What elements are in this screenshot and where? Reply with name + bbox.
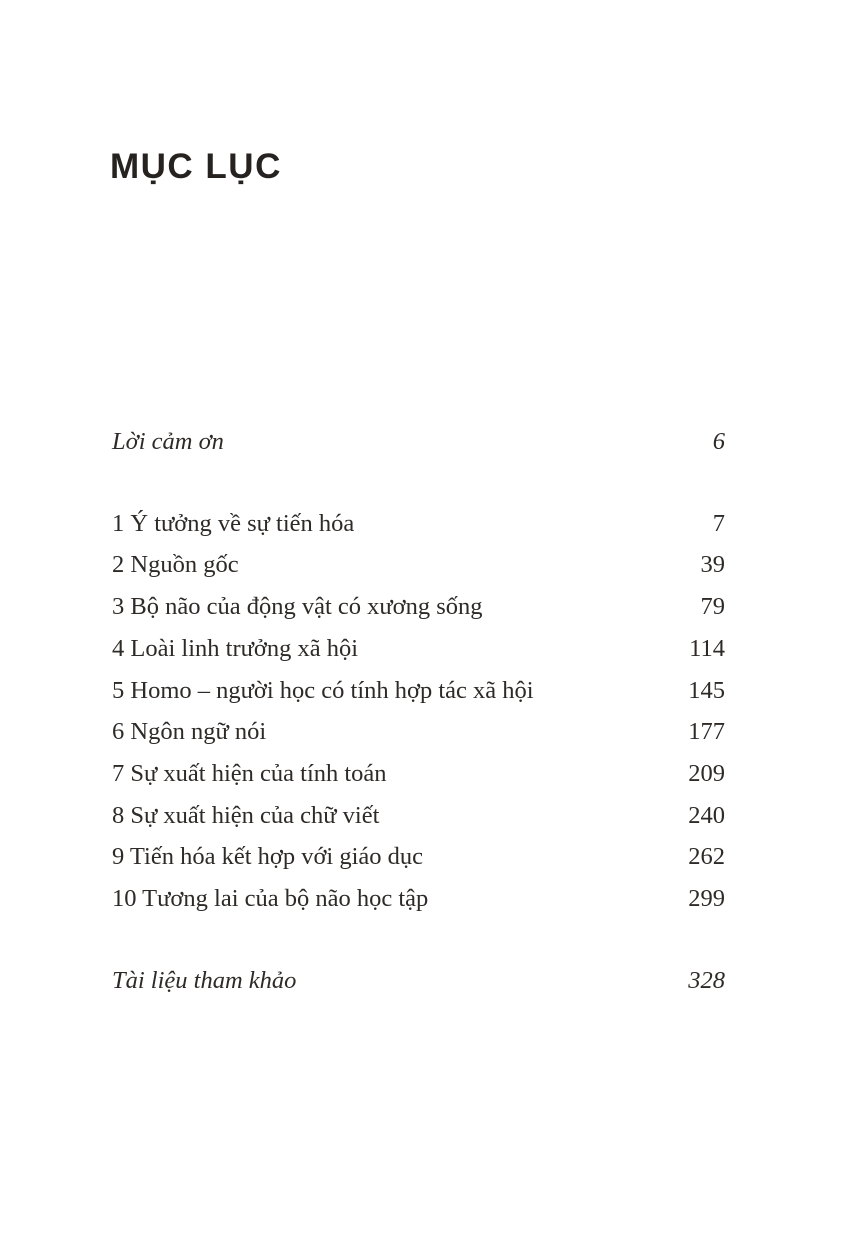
toc-entry [112, 628, 725, 670]
toc-section-front-matter [112, 421, 725, 463]
toc-entry [112, 795, 725, 837]
toc-entry [112, 544, 725, 586]
toc-entry-label: 7 Sự xuất hiện của tính toán [112, 759, 387, 787]
toc-entry-label: 5 Homo – người học có tính hợp tác xã hội [112, 676, 534, 704]
toc-entry-label: 9 Tiến hóa kết hợp với giáo dục [112, 843, 424, 871]
toc-entry-page: 328 [688, 966, 725, 994]
toc-entry-page: 79 [700, 593, 725, 621]
toc-entry-label: 8 Sự xuất hiện của chữ viết [112, 801, 380, 829]
toc-entry-label: Lời cảm ơn [112, 428, 224, 455]
toc-entry-page: 240 [688, 801, 725, 829]
toc-entry-page: 114 [689, 634, 725, 662]
toc-entry-page: 39 [700, 551, 725, 579]
toc-section-chapters [112, 503, 725, 920]
toc-list [112, 421, 725, 1001]
toc-entry-label: 4 Loài linh trưởng xã hội [112, 634, 359, 662]
toc-entry-page: 299 [688, 885, 725, 913]
toc-entry-label: 2 Nguồn gốc [112, 551, 239, 579]
toc-entry-page: 209 [688, 759, 725, 787]
toc-entry [112, 960, 725, 1002]
toc-entry [112, 421, 725, 463]
toc-entry [112, 670, 725, 712]
toc-entry [112, 711, 725, 753]
toc-entry [112, 586, 725, 628]
toc-entry-label: 6 Ngôn ngữ nói [112, 718, 267, 746]
toc-entry-page: 177 [688, 718, 725, 746]
toc-entry-label: 3 Bộ não của động vật có xương sống [112, 593, 483, 621]
toc-entry-label: 10 Tương lai của bộ não học tập [112, 885, 429, 913]
toc-section-back-matter [112, 960, 725, 1002]
toc-entry [112, 503, 725, 545]
toc-entry [112, 836, 725, 878]
toc-entry-page: 7 [712, 509, 725, 537]
toc-entry [112, 753, 725, 795]
toc-entry-label: Tài liệu tham khảo [112, 966, 297, 994]
toc-entry-page: 145 [688, 676, 725, 704]
page-title: MỤC LỤC [110, 147, 282, 186]
toc-entry-page: 6 [712, 428, 725, 455]
toc-entry-label: 1 Ý tưởng về sự tiến hóa [112, 509, 355, 537]
toc-entry [112, 878, 725, 920]
toc-entry-page: 262 [688, 843, 725, 871]
